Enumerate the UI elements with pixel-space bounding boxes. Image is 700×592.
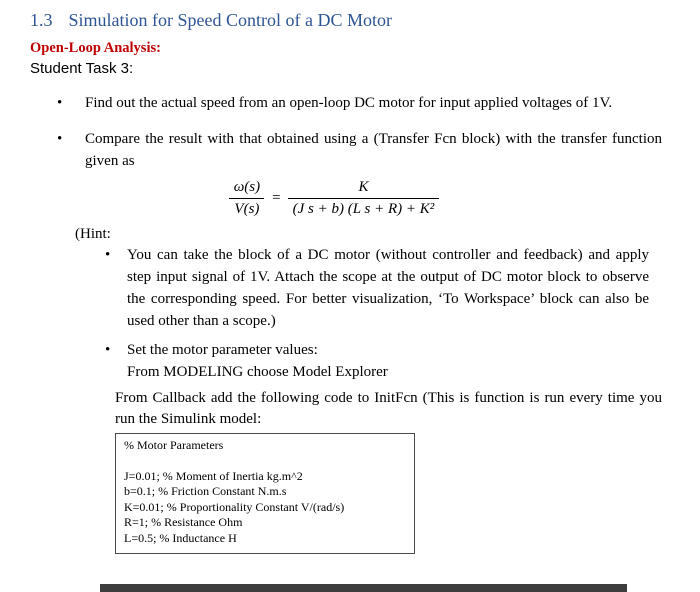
hint-bullet-text	[127, 340, 649, 383]
formula-lhs-numerator: ω(s)	[233, 178, 261, 195]
callback-paragraph: From Callback add the following code to InitFcn (This is function is run every time you run the Simulink model:	[115, 389, 662, 427]
formula-rhs-numerator: K	[358, 178, 369, 195]
task-heading: Student Task 3:	[30, 60, 134, 77]
list-item	[57, 129, 662, 173]
code-line: b=0.1; % Friction Constant N.m.s	[124, 484, 287, 499]
open-loop-heading: Open-Loop Analysis:	[30, 40, 161, 56]
list-item	[105, 340, 662, 383]
hint-line-modeling: From MODELING choose Model Explorer	[127, 363, 388, 380]
bullet-text: Find out the actual speed from an open-loop DC motor for input applied voltages of 1V.	[85, 95, 613, 111]
hint-bullet-text: You can take the block of a DC motor (without controller and feedback) and apply step input signal of 1V. Attach the scope at the output of DC motor block to observe the corresponding speed. For better visualization, ‘To Workspace’ block can also be used other than a scope.)	[127, 247, 649, 329]
fraction-lhs	[229, 179, 265, 218]
section-number: 1.3	[30, 10, 53, 30]
transfer-function-formula	[18, 176, 650, 220]
code-box	[115, 433, 415, 555]
next-figure-top-edge	[100, 584, 627, 592]
list-item	[57, 93, 662, 115]
formula-lhs-denominator: V(s)	[229, 198, 264, 218]
code-line: L=0.5; % Inductance H	[124, 530, 237, 545]
bullet-icon: •	[105, 247, 111, 264]
formula-rhs-denominator: (J s + b) (L s + R) + K²	[288, 198, 440, 218]
bullet-icon: •	[105, 342, 111, 359]
code-line: % Motor Parameters	[124, 437, 224, 452]
code-line: J=0.01; % Moment of Inertia kg.m^2	[124, 468, 303, 483]
bullet-icon: •	[57, 95, 63, 111]
fraction-rhs	[288, 179, 440, 218]
list-item	[105, 245, 662, 332]
hint-label: (Hint:	[75, 226, 111, 243]
code-line	[124, 453, 404, 469]
hint-line-parameters: Set the motor parameter values:	[127, 342, 318, 359]
code-line: K=0.01; % Proportionality Constant V/(rad/s)	[124, 499, 345, 514]
equals-sign: =	[272, 189, 281, 206]
section-title-text: Simulation for Speed Control of a DC Motor	[68, 10, 392, 30]
bullet-icon: •	[57, 130, 63, 147]
code-line: R=1; % Resistance Ohm	[124, 515, 243, 530]
page-title	[30, 10, 662, 31]
bullet-text: Compare the result with that obtained using a (Transfer Fcn block) with the transfer function given as	[85, 130, 662, 169]
